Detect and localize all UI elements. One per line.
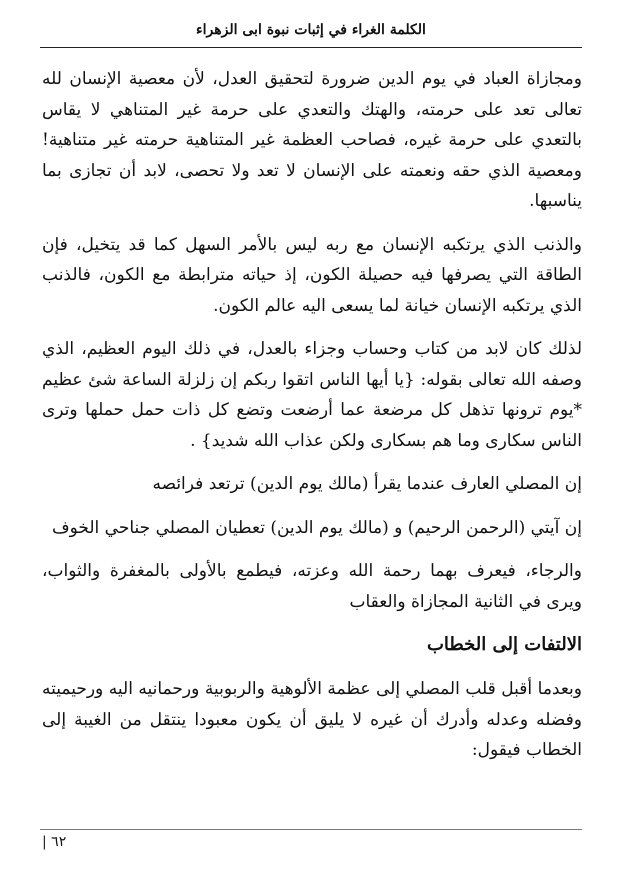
paragraph-6: والرجاء، فيعرف بهما رحمة الله وعزته، فيطمع بالأولى بالمغفرة والثواب، ويرى في الثانية المجازاة والعقاب — [42, 561, 582, 612]
body-text — [42, 64, 582, 779]
paragraph-4: إن المصلي العارف عندما يقرأ (مالك يوم الدين) ترتعد فرائصه — [152, 474, 582, 494]
section-heading: الالتفات إلى الخطاب — [426, 634, 582, 655]
section-paragraph: وبعدما أقبل قلب المصلي إلى عظمة الألوهية والربوبية ورحمانيه اليه ورحيميته وفضله وعدله وأدرك أن غيره لا يليق أن يكون معبودا ينتقل من الغيبة إلى الخطاب فيقول: — [42, 679, 582, 760]
paragraph-3: لذلك كان لابد من كتاب وحساب وجزاء بالعدل، في ذلك اليوم العظيم، الذي وصفه الله تعالى بقوله: {يا أيها الناس اتقوا ربكم إن زلزلة الساعة شئ عظيم *يوم ترونها تذهل كل مرضعة عما أرضعت وتضع كل ذات حمل حملها وترى الناس سكارى وما هم بسكارى ولكن عذاب الله شديد} . — [42, 339, 582, 451]
paragraph-2: والذنب الذي يرتكبه الإنسان مع ربه ليس بالأمر السهل كما قد يتخيل، فإن الطاقة التي يصرفها فيه حصيلة الكون، إذ حياته مترابطة مع الكون، فالذنب الذي يرتكبه الإنسان خيانة لما يسعى اليه عالم الكون. — [42, 234, 582, 316]
paragraph-5: إن آيتي (الرحمن الرحيم) و (مالك يوم الدين) تعطيان المصلي جناحي الخوف — [52, 517, 582, 538]
footer-rule — [40, 829, 582, 830]
running-header: الكلمة الغراء في إثبات نبوة ابى الزهراء — [196, 22, 426, 38]
header-rule — [40, 47, 582, 48]
page-number: ٦٢ | — [42, 834, 67, 850]
paragraph-1: ومجازاة العباد في يوم الدين ضرورة لتحقيق العدل، لأن معصية الإنسان لله تعالى تعد على حرمته، والهتك والتعدي على حرمة غير المتناهي لا يقاس بالتعدي على حرمة غيره، فصاحب العظمة غير المتناهية حرمته غير متناهية! ومعصية الذي حقه ونعمته على الإنسان لا تعد ولا تحصى، لابد أن تجازى بما يناسبها. — [42, 69, 582, 211]
